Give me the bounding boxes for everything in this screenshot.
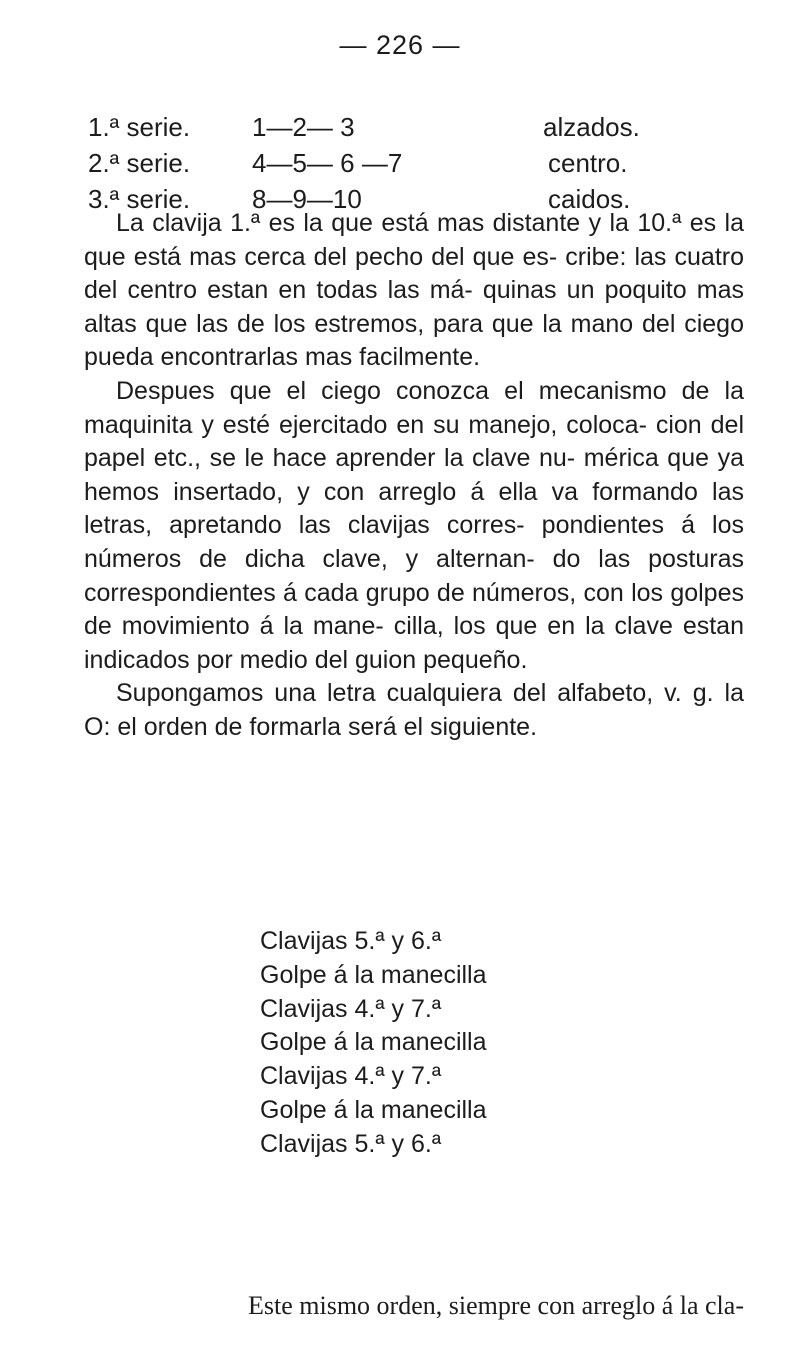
series-numbers: 1—2— 3 xyxy=(252,112,355,142)
series-numbers: 8—9—10 xyxy=(252,184,362,214)
paragraph: Supongamos una letra cualquiera del alfabeto, v. g. la O: el orden de formarla será el siguiente. xyxy=(84,679,744,741)
paragraph: Despues que el ciego conozca el mecanismo de la maquinita y esté ejercitado en su manejo, coloca- cion del papel etc., se le hace aprender la clave nu- mérica que ya hemos insertado, y con arreglo á ella va formando las letras, apretando las clavijas corres- pondientes á los números de dicha clave, y alternan- do las posturas correspondientes á cada grupo de números, con los golpes de movimiento á la mane- cilla, los que en la clave estan indicados por medio del guion pequeño. xyxy=(84,376,744,674)
series-row-1 xyxy=(0,112,800,148)
series-label: centro. xyxy=(548,148,628,178)
step-item: Golpe á la manecilla xyxy=(260,960,487,989)
series-row-2 xyxy=(0,148,800,184)
series-label: caidos. xyxy=(548,184,631,214)
step-item: Clavijas 5.ª y 6.ª xyxy=(260,1129,442,1158)
series-numbers: 4—5— 6 —7 xyxy=(252,148,403,178)
body-text xyxy=(84,207,744,745)
step-item: Clavijas 4.ª y 7.ª xyxy=(260,994,442,1023)
step-item: Golpe á la manecilla xyxy=(260,1028,487,1057)
steps-list xyxy=(260,925,487,1162)
page-number: — 226 — xyxy=(339,30,461,60)
series-table xyxy=(0,112,800,220)
series-name: 1.ª serie. xyxy=(88,112,191,142)
step-item: Clavijas 4.ª y 7.ª xyxy=(260,1062,442,1091)
step-item: Golpe á la manecilla xyxy=(260,1095,487,1124)
closing-line: Este mismo orden, siempre con arreglo á la cla- xyxy=(248,1291,744,1320)
series-name: 2.ª serie. xyxy=(88,148,191,178)
series-name: 3.ª serie. xyxy=(88,184,191,214)
paragraph: La clavija 1.ª es la que está mas distante y la 10.ª es la que está mas cerca del pecho del que es- cribe: las cuatro del centro estan en todas las má- quinas un poquito mas altas que las de los estremos, para que la mano del ciego pueda encontrarlas mas facilmente. xyxy=(84,209,744,372)
step-item: Clavijas 5.ª y 6.ª xyxy=(260,927,442,955)
series-label: alzados. xyxy=(543,112,640,142)
